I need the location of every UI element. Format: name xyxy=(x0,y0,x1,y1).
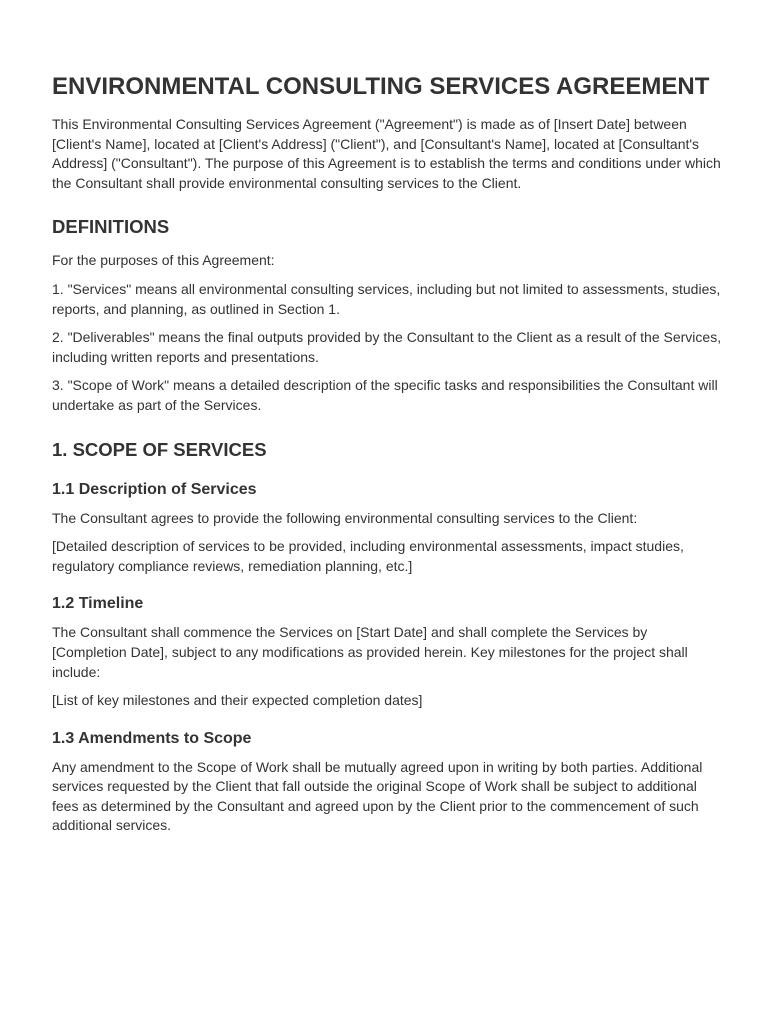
timeline-placeholder: [List of key milestones and their expected completion dates] xyxy=(52,692,423,709)
scope-of-services-heading: 1. SCOPE OF SERVICES xyxy=(52,438,267,460)
definition-item-scope-of-work: 3. "Scope of Work" means a detailed description of the specific tasks and responsibilities the Consultant will undertake as part of the Services. xyxy=(52,377,718,413)
definition-item-services: 1. "Services" means all environmental consulting services, including but not limited to assessments, studies, reports, and planning, as outlined in Section 1. xyxy=(52,280,721,317)
timeline-text: The Consultant shall commence the Services on [Start Date] and shall complete the Services by [Completion Date], subject to any modifications as provided herein. Key milestones for the project shall include: xyxy=(52,624,688,680)
description-of-services-text: The Consultant agrees to provide the following environmental consulting services to the Client: xyxy=(52,509,638,526)
description-of-services-heading: 1.1 Description of Services xyxy=(52,480,257,498)
intro-paragraph: This Environmental Consulting Services Agreement ("Agreement") is made as of [Insert Date] between [Client's Name], located at [Client's Address] ("Client"), and [Consultant's Name], located at [Consultant's Address] ("Consultant"). The purpose of this Agreement is to establish the terms and conditions under which the Consultant shall provide environmental consulting services to the Client. xyxy=(52,116,721,191)
document-title: ENVIRONMENTAL CONSULTING SERVICES AGREEMENT xyxy=(52,73,710,100)
definitions-heading: DEFINITIONS xyxy=(52,216,170,238)
document-page xyxy=(52,70,724,845)
definitions-lead: For the purposes of this Agreement: xyxy=(52,252,275,269)
timeline-heading: 1.2 Timeline xyxy=(52,595,144,613)
amendments-heading: 1.3 Amendments to Scope xyxy=(52,729,252,747)
amendments-text: Any amendment to the Scope of Work shall be mutually agreed upon in writing by both parties. Additional services requested by the Client that fall outside the original Scope of Work shall be subject to additional fees as determined by the Consultant and agreed upon by the Client prior to the commencement of such additional services. xyxy=(52,758,703,834)
description-of-services-placeholder: [Detailed description of services to be provided, including environmental assessments, impact studies, regulatory compliance reviews, remediation planning, etc.] xyxy=(52,538,684,574)
definition-item-deliverables: 2. "Deliverables" means the final outputs provided by the Consultant to the Client as a result of the Services, including written reports and presentations. xyxy=(52,329,722,365)
